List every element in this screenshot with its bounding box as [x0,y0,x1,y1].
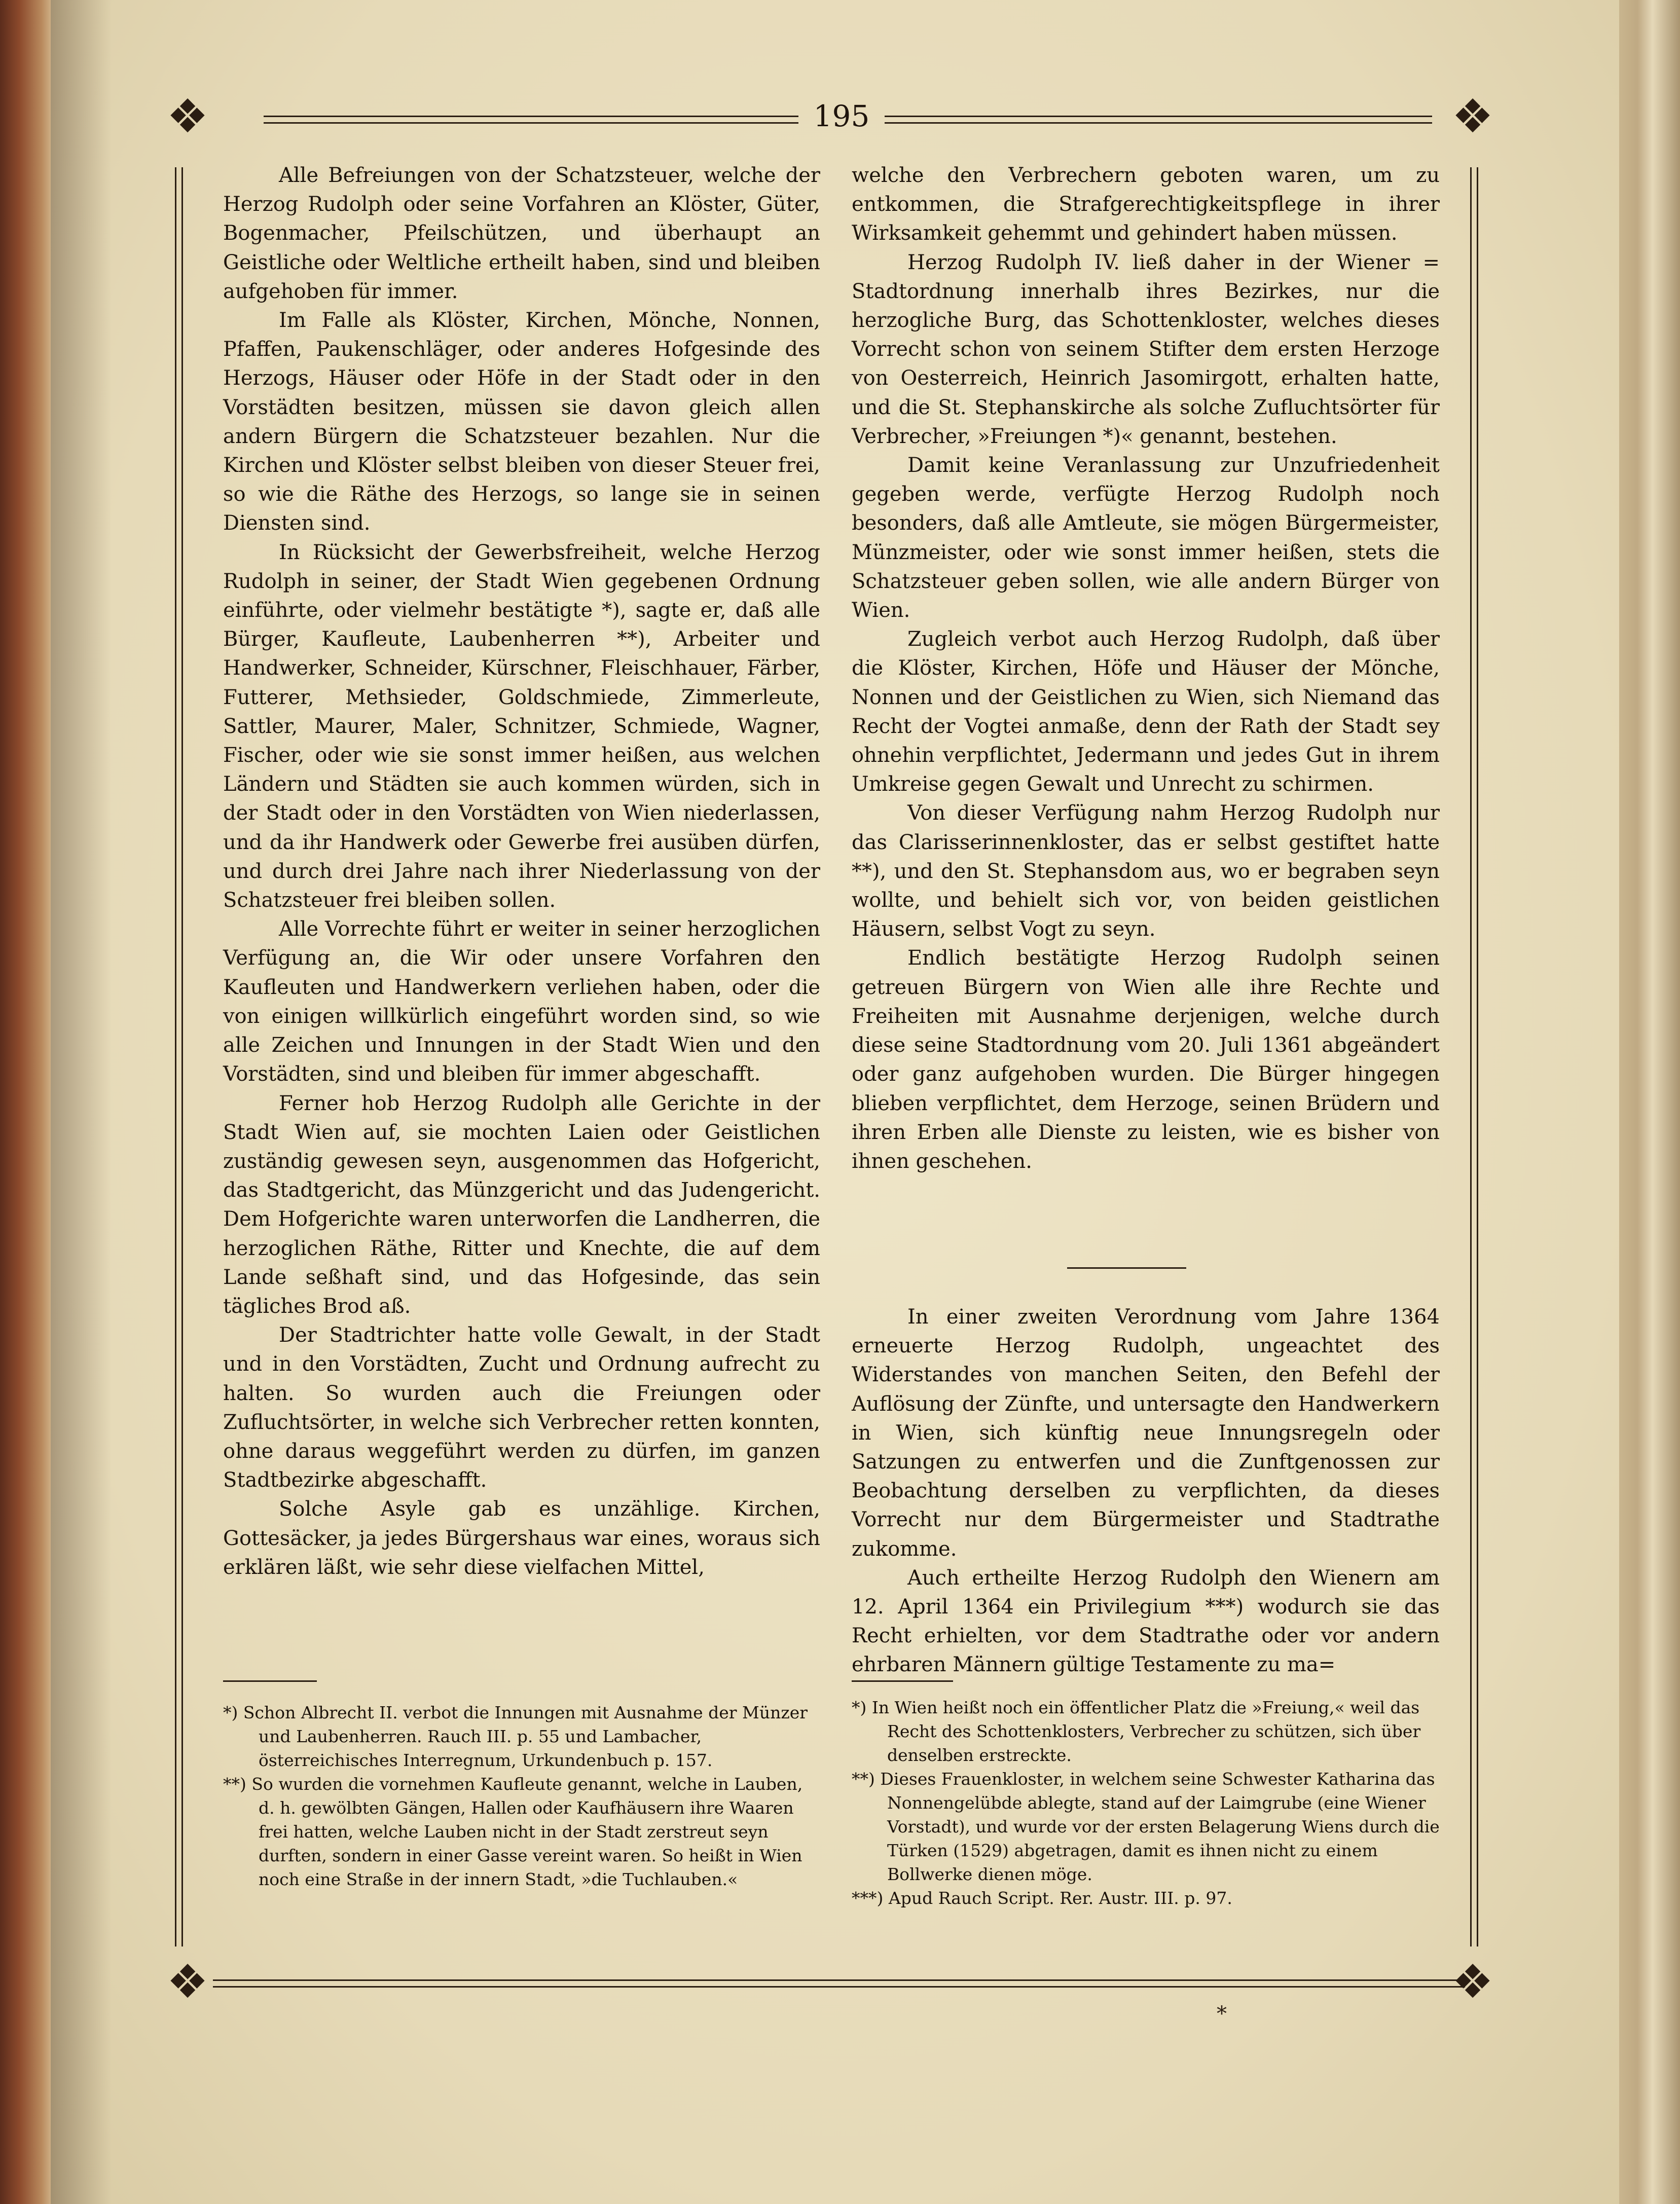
page-number: 195 [813,99,870,133]
footnotes-right [852,1696,1450,1910]
signature-mark: * [1217,2002,1227,2026]
paragraph: Von dieser Verfügung nahm Herzog Rudolph nur das Clarisserinnenkloster, das er selbst gestiftet hatte **), und den St. Stephansdom aus, wo er begraben seyn wollte, und behielt sich vor, von beiden geistlichen Häusern, selbst Vogt zu seyn. [852,801,1440,941]
section-separator [1067,1267,1186,1269]
paragraph: In einer zweiten Verordnung vom Jahre 1364 erneuerte Herzog Rudolph, ungeachtet des Widerstandes von manchen Seiten, den Befehl der Auflösung der Zünfte, und untersagte den Handwerkern in Wien, sich künftig neue Innungsregeln oder Satzungen zu entwerfen und die Zunftgenossen zur Beobachtung derselben zu verpflichten, da dieses Vorrecht nur dem Bürgermeister und Stadtrathe zukomme. [852,1305,1440,1561]
frame-rule-right [1470,167,1478,1946]
paragraph: Ferner hob Herzog Rudolph alle Gerichte in der Stadt Wien auf, sie mochten Laien oder Geistlichen zuständig gewesen seyn, ausgenommen das Hofgericht, das Stadtgericht, das Münzgericht und das Judengericht. Dem Hofgerichte waren unterworfen die Landherren, die herzoglichen Räthe, Ritter und Knechte, die auf dem Lande seßhaft sind, und das Hofgesinde, das sein tägliches Brod aß. [223,1091,820,1318]
paragraph: Alle Befreiungen von der Schatzsteuer, welche der Herzog Rudolph oder seine Vorfahren an Klöster, Güter, Bogenmacher, Pfeilschützen, und überhaupt an Geistliche oder Weltliche ertheilt haben, sind und bleiben aufgehoben für immer. [223,164,820,303]
paragraph: Herzog Rudolph IV. ließ daher in der Wiener = Stadtordnung innerhalb ihres Bezirkes, nur die herzogliche Burg, das Schottenkloster, welches dieses Vorrecht schon von seinem Stifter dem ersten Herzoge von Oesterreich, Heinrich Jasomirgott, erhalten hatte, und die St. Stephanskirche als solche Zufluchtsörter für Verbrecher, »Freiungen *)« genannt, bestehen. [852,250,1440,448]
paragraph: welche den Verbrechern geboten waren, um zu entkommen, die Strafgerechtigkeitspflege in ihrer Wirksamkeit gehemmt und gehindert haben müssen. [852,164,1440,245]
paragraph: Solche Asyle gab es unzählige. Kirchen, Gottesäcker, ja jedes Bürgershaus war eines, woraus sich erklären läßt, wie sehr diese vielfachen Mittel, [223,1497,820,1579]
footnote-rule-right [852,1680,953,1682]
left-text-column [223,161,820,1582]
header-rule-left [264,116,798,124]
paragraph: Der Stadtrichter hatte volle Gewalt, in der Stadt und in den Vorstädten, Zucht und Ordnung aufrecht zu halten. So wurden auch die Freiungen oder Zufluchtsörter, in welche sich Verbrecher retten konnten, ohne daraus weggeführt werden zu dürfen, im ganzen Stadtbezirke abgeschafft. [223,1324,820,1492]
paragraph: Endlich bestätigte Herzog Rudolph seinen getreuen Bürgern von Wien alle ihre Rechte und Freiheiten mit Ausnahme derjenigen, welche durch diese seine Stadtordnung vom 20. Juli 1361 abgeändert oder ganz aufgehoben wurden. Die Bürger hingegen blieben verpflichtet, dem Herzoge, seinen Brüdern und ihren Erben alle Dienste zu leisten, wie es bisher von ihnen geschehen. [852,946,1440,1173]
corner-ornament-bottom-right: ❖ [1451,1955,1494,2009]
corner-ornament-bottom-left: ❖ [166,1955,209,2009]
book-spine-edge [0,0,56,2204]
paragraph: In Rücksicht der Gewerbsfreiheit, welche Herzog Rudolph in seiner, der Stadt Wien gegebenen Ordnung einführte, oder vielmehr bestätigte *), sagte er, daß alle Bürger, Kaufleute, Laubenherren **), Arbeiter und Handwerker, Schneider, Kürschner, Fleischhauer, Färber, Futterer, Methsieder, Goldschmiede, Zimmerleute, Sattler, Maurer, Maler, Schnitzer, Schmiede, Wagner, Fischer, oder wie sie sonst immer heißen, aus welchen Ländern und Städten sie auch kommen würden, sich in der Stadt oder in den Vorstädten von Wien niederlassen, und da ihr Handwerk oder Gewerbe frei ausüben dürfen, und durch drei Jahre nach ihrer Niederlassung von der Schatzsteuer frei bleiben sollen. [223,540,820,912]
right-text-column-lower [852,1303,1440,1680]
footnote-rule-left [223,1680,317,1682]
paragraph: Im Falle als Klöster, Kirchen, Mönche, Nonnen, Pfaffen, Paukenschläger, oder anderes Hofgesinde des Herzogs, Häuser oder Höfe in der Stadt oder in den Vorstädten besitzen, müssen sie davon gleich allen andern Bürgern die Schatzsteuer bezahlen. Nur die Kirchen und Klöster selbst bleiben von dieser Steuer frei, so wie die Räthe des Herzogs, so lange sie in seinen Diensten sind. [223,309,820,535]
corner-ornament-top-left: ❖ [166,89,209,143]
footnote: *) Schon Albrecht II. verbot die Innungen mit Ausnahme der Münzer und Laubenherren. Rauch III. p. 55 und Lambacher, österreichisches Interregnum, Urkundenbuch p. 157. [223,1703,808,1770]
paragraph: Auch ertheilte Herzog Rudolph den Wienern am 12. April 1364 ein Privilegium ***) wodurch sie das Recht erhielten, vor dem Stadtrathe oder vor andern ehrbaren Männern gültige Testamente zu ma= [852,1566,1440,1677]
paragraph: Damit keine Veranlassung zur Unzufriedenheit gegeben werde, verfügte Herzog Rudolph noch besonders, daß alle Amtleute, sie mögen Bürgermeister, Münzmeister, oder wie sonst immer heißen, stets die Schatzsteuer geben sollen, wie alle andern Bürger von Wien. [852,454,1440,622]
right-text-column [852,161,1440,1176]
footnote: **) Dieses Frauenkloster, in welchem seine Schwester Katharina das Nonnengelübde ablegte, stand auf der Laimgrube (eine Wiener Vorstadt), und wurde vor der ersten Belagerung Wiens durch die Türken (1529) abgetragen, damit es ihnen nicht zu einem Bollwerke dienen möge. [852,1769,1440,1884]
corner-ornament-top-right: ❖ [1451,89,1494,143]
header-rule-right [885,116,1432,124]
page-fold-shadow [51,0,112,2204]
footnote: ***) Apud Rauch Script. Rer. Austr. III. p. 97. [852,1888,1232,1908]
footnote: *) In Wien heißt noch ein öffentlicher Platz die »Freiung,« weil das Recht des Schottenklosters, Verbrecher zu schützen, sich über denselben erstreckte. [852,1698,1421,1765]
footnotes-left [223,1701,821,1891]
paragraph: Zugleich verbot auch Herzog Rudolph, daß über die Klöster, Kirchen, Höfe und Häuser der Mönche, Nonnen und der Geistlichen zu Wien, sich Niemand das Recht der Vogtei anmaße, denn der Rath der Stadt sey ohnehin verpflichtet, Jedermann und jedes Gut in ihrem Umkreise gegen Gewalt und Unrecht zu schirmen. [852,628,1440,796]
paragraph: Alle Vorrechte führt er weiter in seiner herzoglichen Verfügung an, die Wir oder unsere Vorfahren den Kaufleuten und Handwerkern verliehen haben, oder die von einigen willkürlich eingeführt worden sind, so wie alle Zeichen und Innungen in der Stadt Wien und den Vorstädten, sind und bleiben für immer abgeschafft. [223,917,820,1086]
page-stack-edge [1619,0,1680,2204]
frame-rule-left [175,167,183,1946]
footer-rule [213,1979,1465,1988]
footnote: **) So wurden die vornehmen Kaufleute genannt, welche in Lauben, d. h. gewölbten Gängen, Hallen oder Kaufhäusern ihre Waaren frei hatten, welche Lauben nicht in der Stadt zerstreut seyn durften, sondern in einer Gasse vereint waren. So heißt in Wien noch eine Straße in der innern Stadt, »die Tuchlauben.« [223,1774,803,1889]
